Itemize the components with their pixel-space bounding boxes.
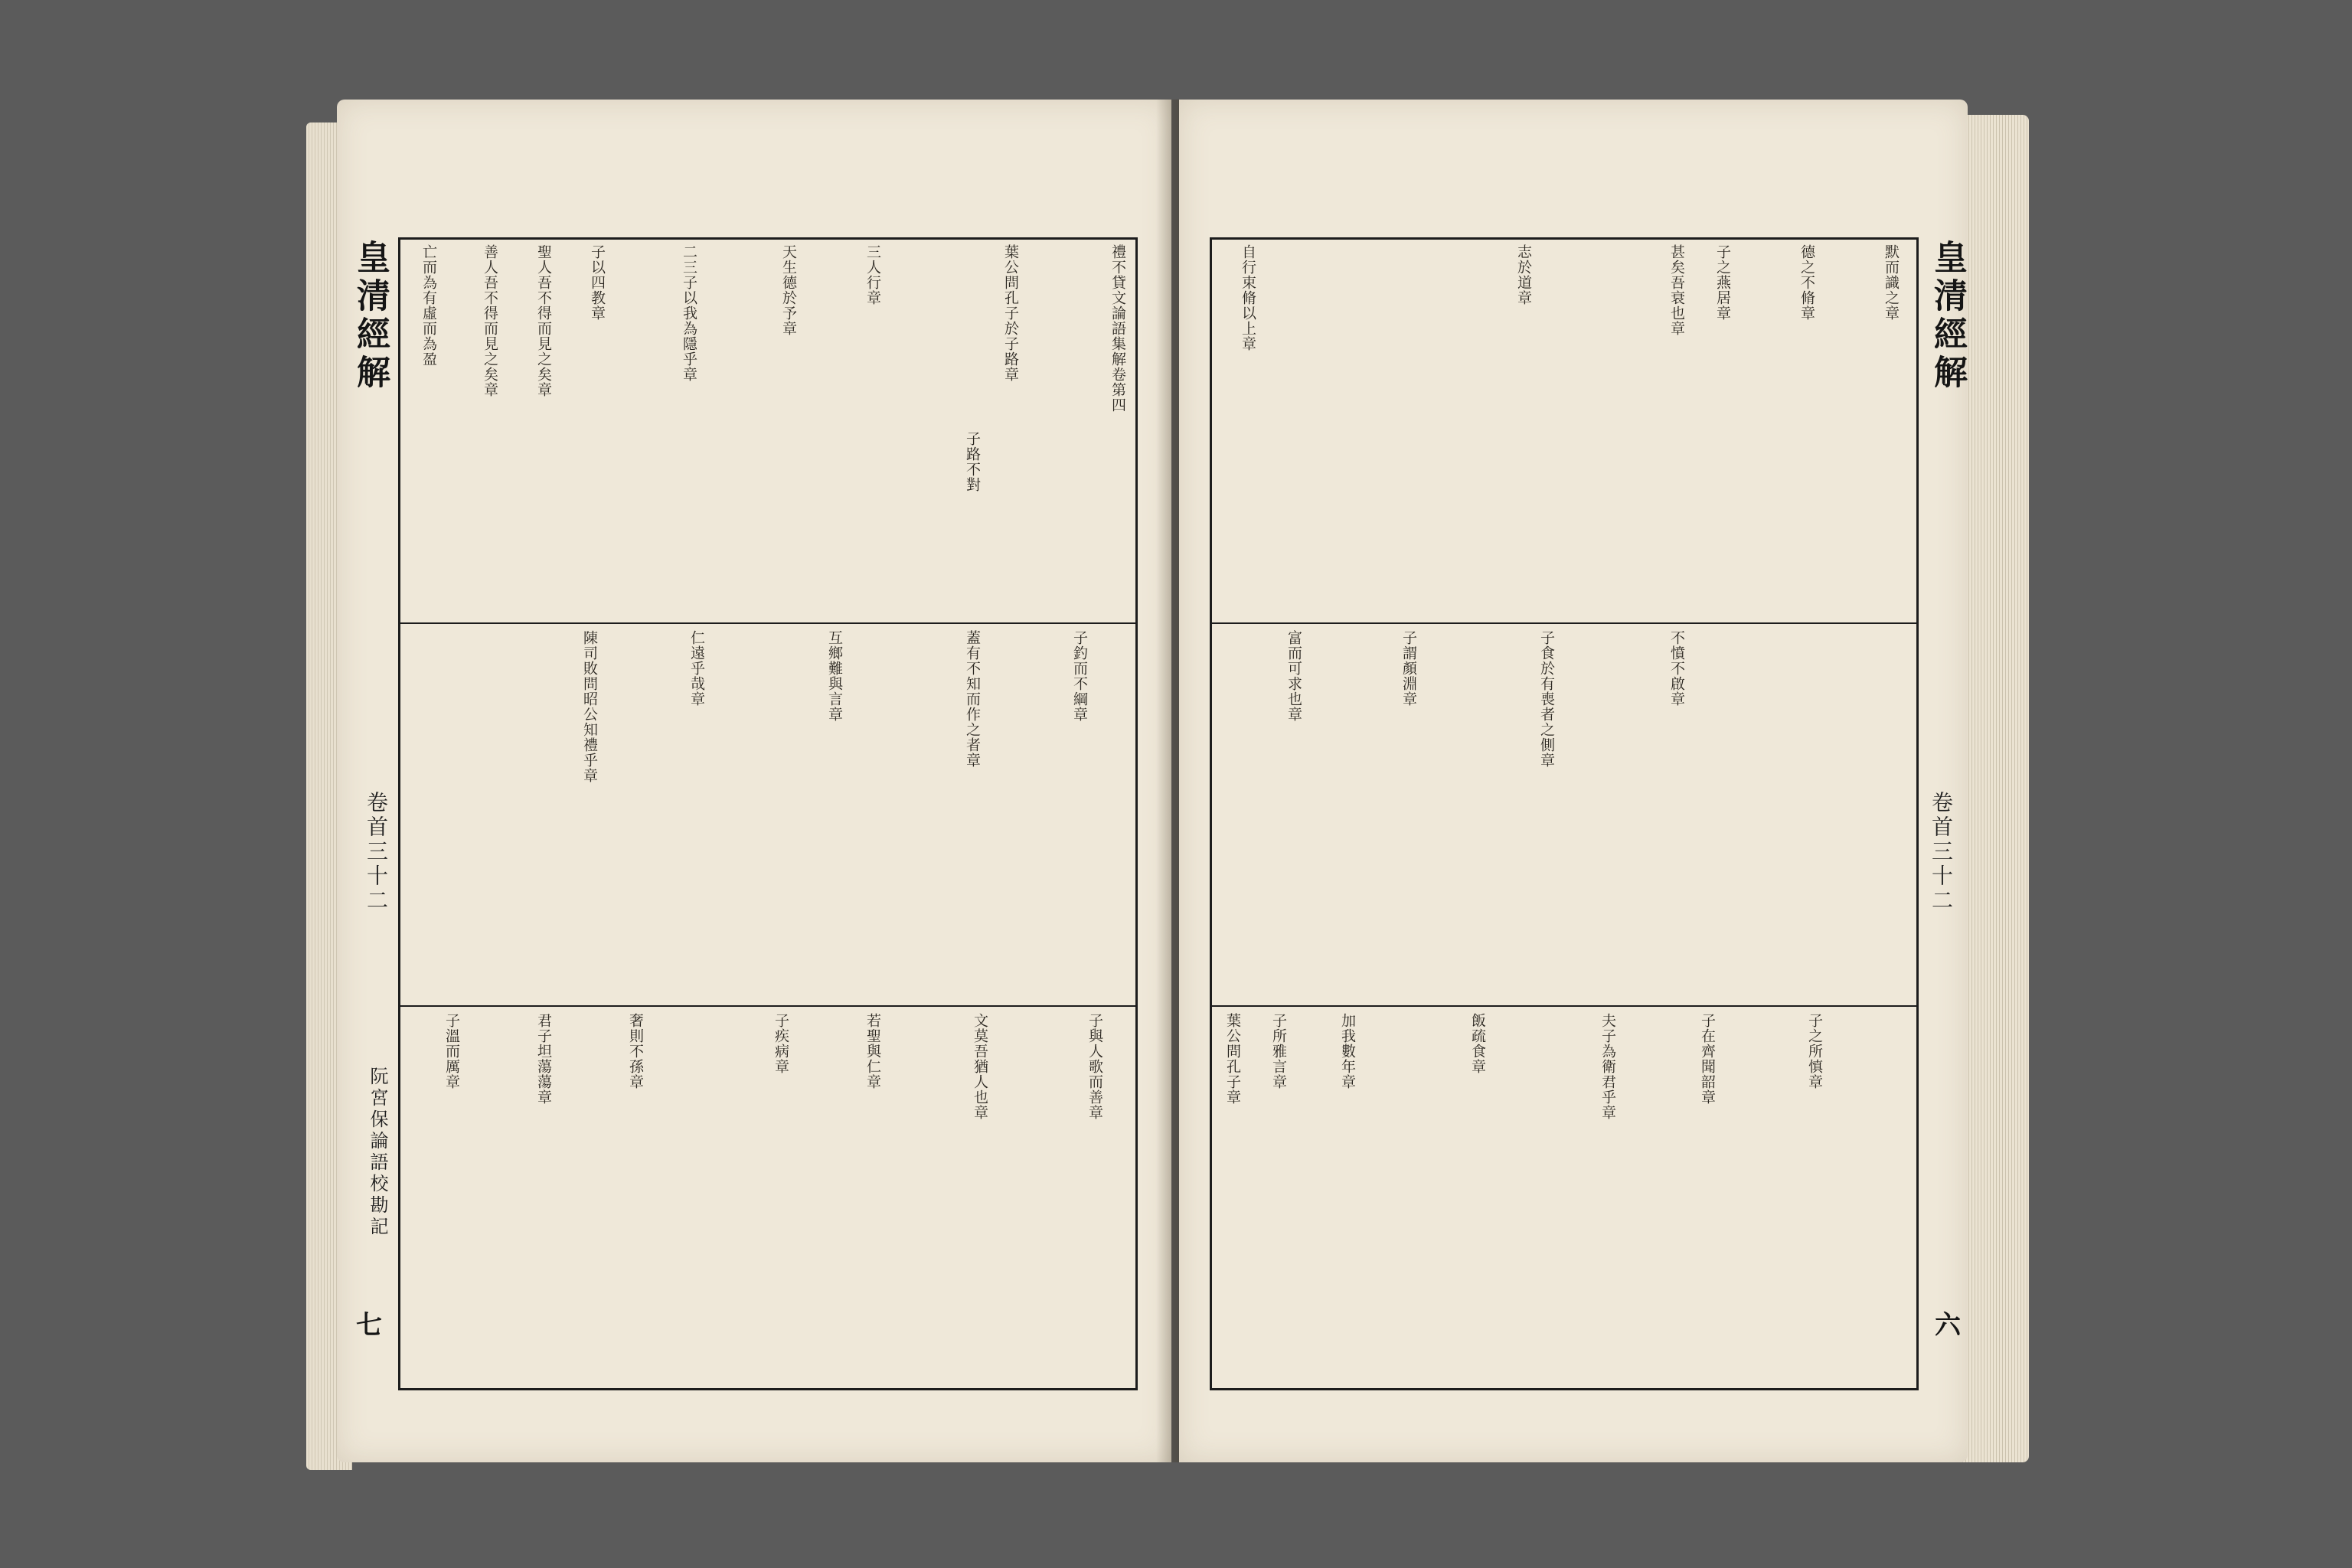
text-column: 子謂顏淵章 [1400,630,1417,707]
text-column: 飯疏食章 [1469,1013,1486,1074]
text-column: 陳司敗問昭公知禮乎章 [581,630,598,783]
text-column: 子路不對 [964,431,981,492]
text-column: 夫子為衛君乎章 [1599,1013,1616,1120]
left-page-number: 七 [356,1310,382,1341]
text-column: 子溫而厲章 [443,1013,460,1089]
text-column: 子與人歌而善章 [1086,1013,1103,1120]
text-column: 禮不貸文論語集解卷第四 [1109,244,1126,413]
text-column: 蓋有不知而作之者章 [964,630,981,768]
text-column: 三人行章 [864,244,881,305]
text-column: 子在齊聞韶章 [1699,1013,1716,1105]
text-column: 君子坦蕩蕩章 [535,1013,552,1105]
text-column: 子釣而不綱章 [1071,630,1088,722]
open-book [306,92,2029,1485]
text-column: 子之燕居章 [1714,244,1731,321]
left-page-frame [351,237,1138,1390]
text-column: 子以四教章 [589,244,606,321]
text-column: 葉公問孔子章 [1224,1013,1241,1105]
left-page-header-title: 皇清經解 [351,240,390,393]
right-page-number: 六 [1935,1310,1961,1341]
text-column: 文莫吾猶人也章 [972,1013,988,1120]
text-column: 志於道章 [1515,244,1532,305]
text-column: 奢則不孫章 [627,1013,644,1089]
right-page-volume-label: 卷首三十二 [1929,791,1954,913]
text-column: 善人吾不得而見之矣章 [482,244,498,397]
text-column: 若聖與仁章 [864,1013,881,1089]
text-column: 互鄉難與言章 [826,630,843,722]
text-column: 二三子以我為隱乎章 [681,244,697,382]
text-column: 不憤不啟章 [1668,630,1685,707]
text-column: 天生德於予章 [780,244,797,336]
text-column: 德之不脩章 [1798,244,1815,321]
left-page-text-columns [400,240,1135,1388]
text-column: 子所雅言章 [1270,1013,1287,1089]
text-column: 葉公問孔子於子路章 [1002,244,1019,382]
text-column: 子之所慎章 [1806,1013,1823,1089]
right-page-frame [1210,237,1967,1390]
left-page-volume-label: 卷首三十二 [364,791,389,913]
text-column: 子疾病章 [773,1013,789,1074]
text-column: 仁遠乎哉章 [688,630,705,707]
left-page-subtitle: 阮宮保論語校勘記 [367,1067,388,1238]
text-column: 子食於有喪者之側章 [1538,630,1555,768]
right-page [1179,100,1968,1462]
left-page [337,100,1171,1462]
text-column: 默而識之章 [1883,244,1900,321]
page-edges-right [1960,115,2029,1462]
text-column: 聖人吾不得而見之矣章 [535,244,552,397]
text-column: 甚矣吾衰也章 [1668,244,1685,336]
right-page-header-title: 皇清經解 [1928,240,1967,393]
text-column: 亡而為有虛而為盈 [420,244,437,367]
text-column: 富而可求也章 [1285,630,1302,722]
right-page-text-columns [1212,240,1916,1388]
text-column: 自行束脩以上章 [1240,244,1256,351]
text-column: 加我數年章 [1339,1013,1356,1089]
